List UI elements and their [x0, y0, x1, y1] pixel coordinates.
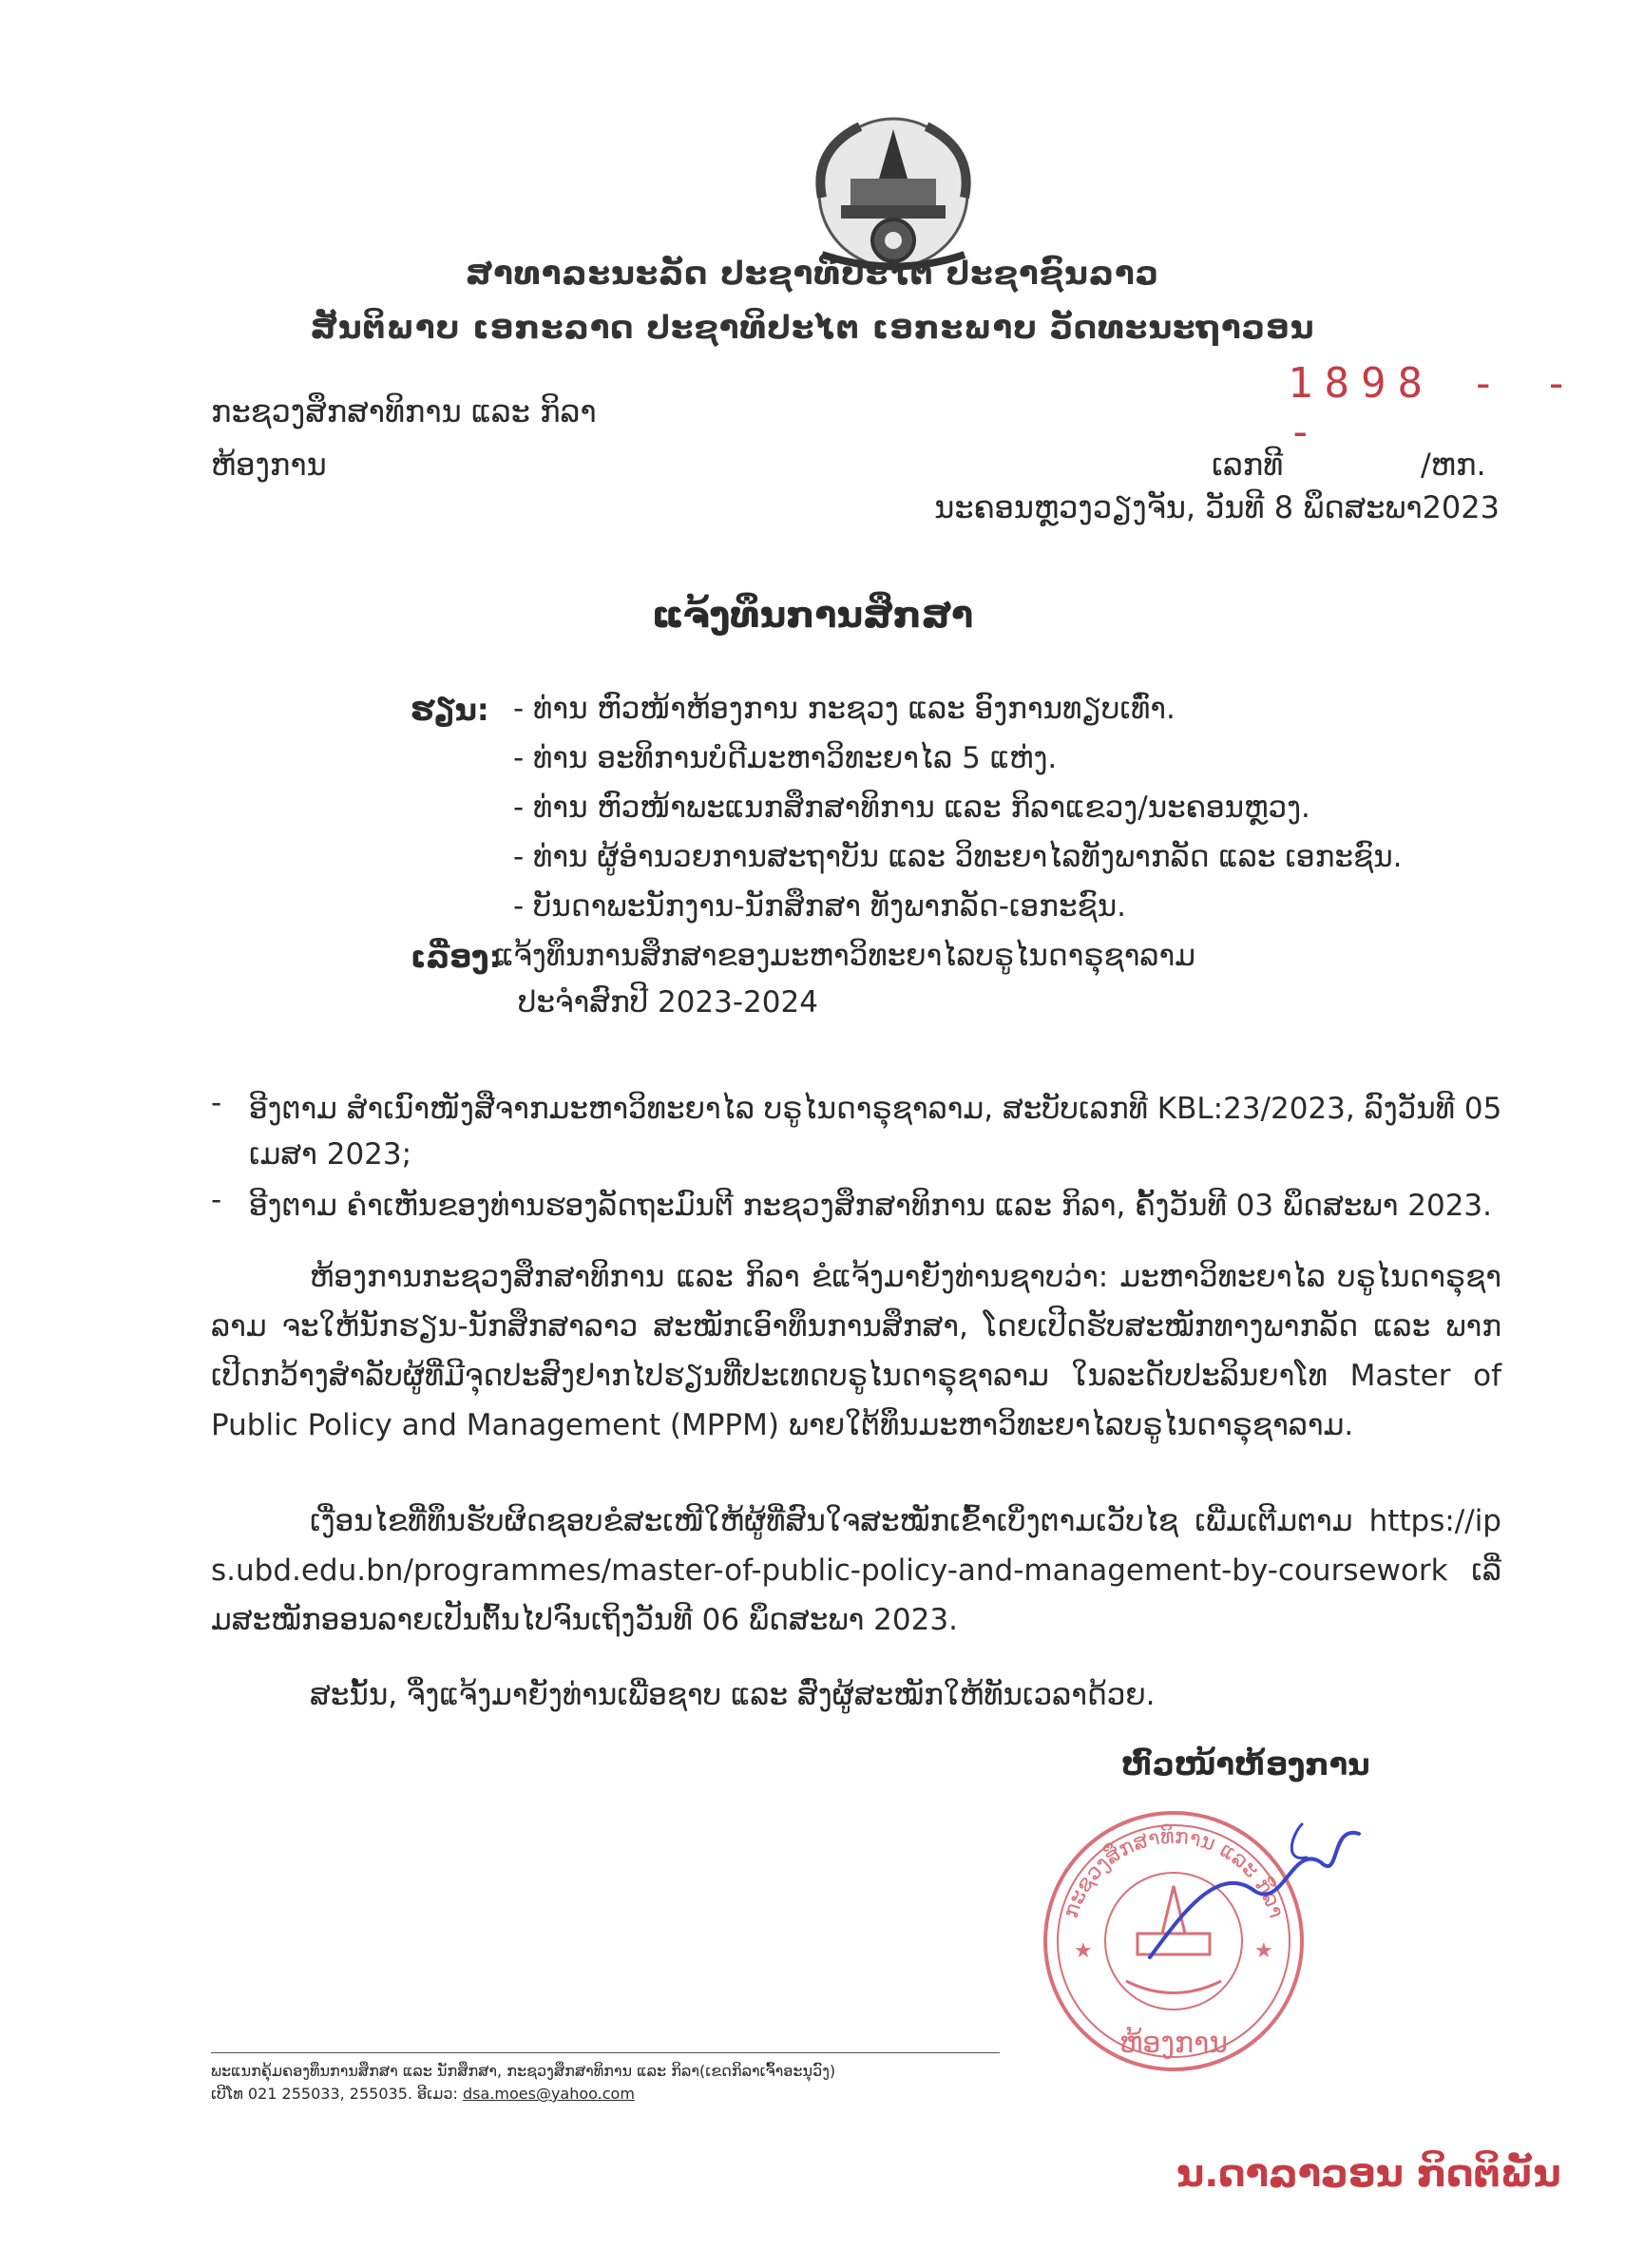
document-title: ແຈ້ງທຶນການສຶກສາ	[651, 594, 974, 636]
number-suffix: /ຫກ.	[1421, 447, 1486, 483]
recipient-item: - ທ່ານ ຫົວໜ້າຫ້ອງການ ກະຊວງ ແລະ ອົງການທຽບເທົ່າ.	[513, 692, 1176, 726]
header-country-name: ສາທາລະນະລັດ ປະຊາທິປະໄຕ ປະຊາຊົນລາວ	[466, 255, 1159, 293]
subject-label: ເລື່ອງ:	[411, 939, 502, 975]
reference-text: ອີງຕາມ ຄຳເຫັນຂອງທ່ານຮອງລັດຖະມົນຕີ ກະຊວງສຶກສາທິການ ແລະ ກິລາ, ຄັ້ງວັນທີ 03 ພຶດສະພາ 2023.	[249, 1189, 1493, 1223]
office-name: ຫ້ອງການ	[211, 447, 327, 483]
number-label: ເລກທີ	[1212, 447, 1284, 483]
subject-line-2: ປະຈຳສົກປີ 2023-2024	[518, 985, 818, 1020]
bullet-dash: -	[211, 1086, 222, 1120]
paragraph-text: ເງື່ອນໄຂທີ່ທຶນຮັບຜິດຊອບຂໍສະເໜີໃຫ້ຜູ້ທີ່ສົນໃຈສະໝັກເຂົ້າເບິ່ງຕາມເວັບໄຊ ເພີ່ມເຕີມຕາມ https://ips.ubd.edu.bn/programmes/master-of-public-policy-and-management-by-coursework ເລີ່ມສະໝັກອອນລາຍເປັນຕົ້ນໄປຈົນເຖິງວັນທີ 06 ພຶດສະພາ 2023.	[211, 1504, 1501, 1637]
handwritten-signature	[1140, 1805, 1368, 1967]
footer-phone: ເບີໂທ 021 255033, 255035. ອີເມວ:	[211, 2085, 458, 2103]
recipients-label: ຮຽນ:	[411, 692, 489, 728]
header-motto: ສັນຕິພາບ ເອກະລາດ ປະຊາທິປະໄຕ ເອກະພາບ ວັດທະນະຖາວອນ	[310, 309, 1315, 347]
bullet-dash: -	[211, 1183, 222, 1217]
recipient-item: - ທ່ານ ຫົວໜ້າພະແນກສຶກສາທິການ ແລະ ກິລາແຂວງ/ນະຄອນຫຼວງ.	[513, 791, 1310, 825]
recipient-item: - ທ່ານ ຜູ້ອຳນວຍການສະຖາບັນ ແລະ ວິທະຍາໄລທັງພາກລັດ ແລະ ເອກະຊົນ.	[513, 840, 1403, 874]
svg-text:★: ★	[1074, 1939, 1093, 1963]
footer-email-link[interactable]: dsa.moes@yahoo.com	[463, 2085, 635, 2103]
number-line	[1212, 447, 1497, 483]
svg-text:ຫ້ອງການ: ຫ້ອງການ	[1118, 2027, 1229, 2060]
body-paragraph	[211, 1496, 1501, 1645]
signer-name: ນ.ດາລາວອນ ກິດຕິພັນ	[1176, 2152, 1561, 2196]
paragraph-text: ຫ້ອງການກະຊວງສຶກສາທິການ ແລະ ກິລາ ຂໍແຈ້ງມາຍັງທ່ານຊາບວ່າ: ມະຫາວິທະຍາໄລ ບຣູໄນດາຣຸຊາລາມ ຈະໃຫ້ນັກຮຽນ-ນັກສຶກສາລາວ ສະໝັກເອົາທຶນການສຶກສາ, ໂດຍເປີດຮັບສະໝັກທາງພາກລັດ ແລະ ພາກເປີດກວ້າງສຳລັບຜູ້ທີ່ມີຈຸດປະສົງຢາກໄປຮຽນທີ່ປະເທດບຣູໄນດາຣຸຊາລາມ ໃນລະດັບປະລິນຍາໂທ Master of Public Policy and Management (MPPM) ພາຍໃຕ້ທຶນມະຫາວິທະຍາໄລບຣູໄນດາຣຸຊາລາມ.	[211, 1260, 1501, 1442]
svg-text:ກະຊວງສຶກສາທິການ ແລະ ກິລາ: ກະຊວງສຶກສາທິການ ແລະ ກິລາ	[1059, 1824, 1289, 1921]
signer-title: ຫົວໜ້າຫ້ອງການ	[1121, 1746, 1370, 1782]
body-paragraph	[211, 1252, 1501, 1450]
subject-line-1: ແຈ້ງທຶນການສຶກສາຂອງມະຫາວິທະຍາໄລບຣູໄນດາຣຸຊາລາມ	[494, 939, 1196, 973]
national-emblem-icon	[793, 112, 993, 274]
footer-divider	[211, 2052, 1000, 2053]
ministry-name: ກະຊວງສຶກສາທິການ ແລະ ກິລາ	[211, 393, 597, 429]
reference-text: ອີງຕາມ ສຳເນົາໜັງສືຈາກມະຫາວິທະຍາໄລ ບຣູໄນດາຣຸຊາລາມ, ສະບັບເລກທີ KBL:23/2023, ລົງວັນທີ 05 ເມສາ 2023;	[249, 1092, 1502, 1172]
body-paragraph	[211, 1670, 1501, 1720]
paragraph-text: ສະນັ້ນ, ຈຶ່ງແຈ້ງມາຍັງທ່ານເພື່ອຊາບ ແລະ ສົ່ງຜູ້ສະໝັກໃຫ້ທັນເວລາດ້ວຍ.	[310, 1678, 1156, 1712]
svg-text:★: ★	[1254, 1939, 1273, 1963]
recipient-item: - ບັນດາພະນັກງານ-ນັກສຶກສາ ທັງພາກລັດ-ເອກະຊົນ.	[513, 889, 1127, 924]
footer-contact	[211, 2085, 635, 2103]
date-line: ນະຄອນຫຼວງວຽງຈັນ, ວັນທີ 8 ພຶດສະພາ2023	[934, 489, 1500, 525]
document-number-stamp: 1898 - - -	[1288, 359, 1580, 456]
recipient-item: - ທ່ານ ອະທິການບໍດີມະຫາວິທະຍາໄລ 5 ແຫ່ງ.	[513, 741, 1058, 775]
footer-department: ພະແນກຄຸ້ມຄອງທຶນການສຶກສາ ແລະ ນັກສຶກສາ, ກະຊວງສຶກສາທິການ ແລະ ກິລາ(ເຂດກິລາເຈົ້າອະນຸວົງ)	[211, 2062, 836, 2080]
